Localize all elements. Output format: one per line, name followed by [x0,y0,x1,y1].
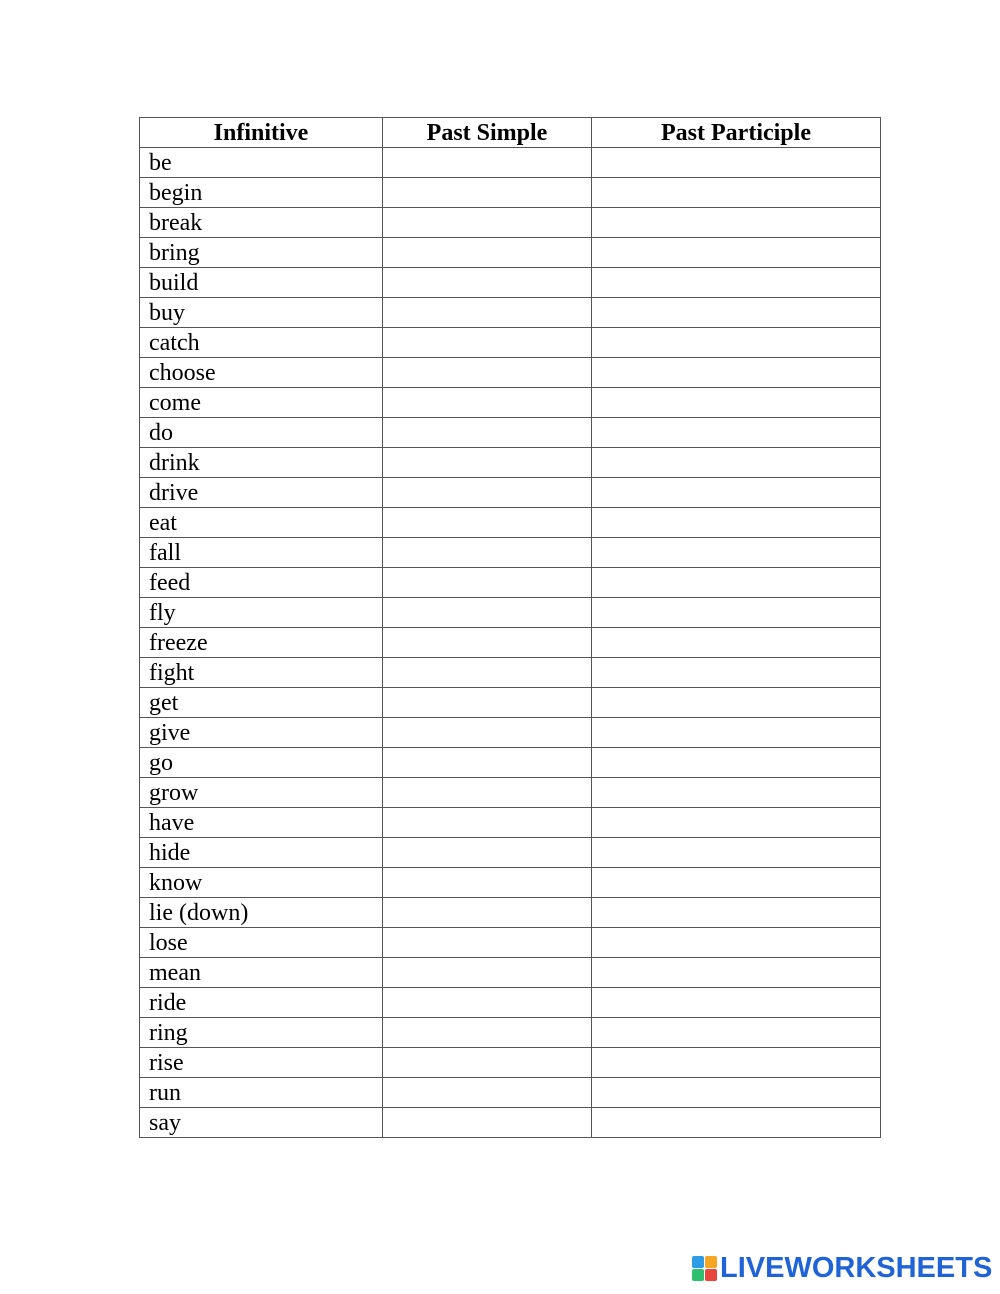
infinitive-cell: be [140,148,383,178]
past-simple-cell[interactable] [383,778,592,808]
past-simple-cell[interactable] [383,1108,592,1138]
past-participle-cell[interactable] [592,658,881,688]
infinitive-cell: run [140,1078,383,1108]
past-simple-cell[interactable] [383,208,592,238]
table-row [140,628,881,658]
past-participle-cell[interactable] [592,178,881,208]
table-row [140,748,881,778]
past-participle-cell[interactable] [592,628,881,658]
past-participle-cell[interactable] [592,568,881,598]
past-participle-cell[interactable] [592,418,881,448]
table-row [140,898,881,928]
infinitive-cell: bring [140,238,383,268]
table-row [140,1018,881,1048]
infinitive-cell: hide [140,838,383,868]
table-row [140,208,881,238]
table-row [140,838,881,868]
infinitive-cell: lose [140,928,383,958]
table-row [140,298,881,328]
past-participle-cell[interactable] [592,778,881,808]
past-simple-cell[interactable] [383,628,592,658]
past-participle-cell[interactable] [592,538,881,568]
infinitive-cell: do [140,418,383,448]
infinitive-cell: catch [140,328,383,358]
logo-square-icon [692,1256,704,1268]
infinitive-cell: break [140,208,383,238]
logo-square-icon [692,1269,704,1281]
past-simple-cell[interactable] [383,418,592,448]
infinitive-cell: ring [140,1018,383,1048]
table-row [140,658,881,688]
past-participle-cell[interactable] [592,868,881,898]
past-participle-cell[interactable] [592,388,881,418]
past-simple-cell[interactable] [383,268,592,298]
infinitive-cell: come [140,388,383,418]
past-simple-cell[interactable] [383,718,592,748]
past-simple-cell[interactable] [383,1078,592,1108]
past-simple-cell[interactable] [383,868,592,898]
past-participle-cell[interactable] [592,208,881,238]
table-row [140,358,881,388]
past-simple-cell[interactable] [383,658,592,688]
table-row [140,238,881,268]
liveworksheets-wordmark: LIVEWORKSHEETS [720,1252,993,1284]
past-simple-cell[interactable] [383,538,592,568]
past-participle-cell[interactable] [592,598,881,628]
past-simple-cell[interactable] [383,898,592,928]
header-infinitive: Infinitive [140,118,383,148]
infinitive-cell: buy [140,298,383,328]
past-participle-cell[interactable] [592,1108,881,1138]
past-simple-cell[interactable] [383,358,592,388]
infinitive-cell: feed [140,568,383,598]
past-simple-cell[interactable] [383,748,592,778]
table-row [140,988,881,1018]
table-row [140,688,881,718]
table-row [140,328,881,358]
infinitive-cell: know [140,868,383,898]
past-simple-cell[interactable] [383,1048,592,1078]
past-simple-cell[interactable] [383,598,592,628]
liveworksheets-logo-icon [692,1256,717,1281]
past-simple-cell[interactable] [383,688,592,718]
past-simple-cell[interactable] [383,328,592,358]
past-simple-cell[interactable] [383,988,592,1018]
table-row [140,268,881,298]
past-participle-cell[interactable] [592,238,881,268]
table-row [140,448,881,478]
past-simple-cell[interactable] [383,148,592,178]
past-simple-cell[interactable] [383,478,592,508]
infinitive-cell: eat [140,508,383,538]
past-participle-cell[interactable] [592,898,881,928]
past-simple-cell[interactable] [383,448,592,478]
infinitive-cell: build [140,268,383,298]
past-simple-cell[interactable] [383,178,592,208]
past-participle-cell[interactable] [592,958,881,988]
infinitive-cell: go [140,748,383,778]
table-row [140,478,881,508]
table-row [140,958,881,988]
past-participle-cell[interactable] [592,358,881,388]
infinitive-cell: ride [140,988,383,1018]
table-row [140,868,881,898]
past-participle-cell[interactable] [592,688,881,718]
past-participle-cell[interactable] [592,508,881,538]
infinitive-cell: freeze [140,628,383,658]
past-participle-cell[interactable] [592,748,881,778]
past-simple-cell[interactable] [383,568,592,598]
past-participle-cell[interactable] [592,478,881,508]
infinitive-cell: drink [140,448,383,478]
infinitive-cell: fight [140,658,383,688]
table-row [140,1078,881,1108]
past-simple-cell[interactable] [383,808,592,838]
past-simple-cell[interactable] [383,238,592,268]
table-row [140,1048,881,1078]
infinitive-cell: have [140,808,383,838]
infinitive-cell: lie (down) [140,898,383,928]
infinitive-cell: give [140,718,383,748]
past-participle-cell[interactable] [592,838,881,868]
infinitive-cell: begin [140,178,383,208]
table-row [140,808,881,838]
past-simple-cell[interactable] [383,298,592,328]
infinitive-cell: say [140,1108,383,1138]
past-participle-cell[interactable] [592,448,881,478]
past-participle-cell[interactable] [592,1018,881,1048]
past-participle-cell[interactable] [592,1078,881,1108]
infinitive-cell: mean [140,958,383,988]
past-participle-cell[interactable] [592,1048,881,1078]
liveworksheets-logo [692,1253,992,1283]
infinitive-cell: fall [140,538,383,568]
past-simple-cell[interactable] [383,928,592,958]
table-row [140,148,881,178]
infinitive-cell: rise [140,1048,383,1078]
table-row [140,388,881,418]
table-row [140,568,881,598]
table-row [140,178,881,208]
table-row [140,508,881,538]
table-row [140,778,881,808]
past-participle-cell[interactable] [592,988,881,1018]
table-row [140,718,881,748]
infinitive-cell: fly [140,598,383,628]
header-row [140,118,881,148]
past-simple-cell[interactable] [383,1018,592,1048]
infinitive-cell: grow [140,778,383,808]
past-participle-cell[interactable] [592,718,881,748]
past-participle-cell[interactable] [592,808,881,838]
logo-square-icon [705,1269,717,1281]
past-simple-cell[interactable] [383,838,592,868]
table-row [140,538,881,568]
header-past-simple: Past Simple [383,118,592,148]
past-participle-cell[interactable] [592,268,881,298]
table-row [140,598,881,628]
infinitive-cell: get [140,688,383,718]
table-row [140,1108,881,1138]
past-participle-cell[interactable] [592,928,881,958]
header-past-participle: Past Participle [592,118,881,148]
logo-square-icon [705,1256,717,1268]
table-row [140,418,881,448]
infinitive-cell: drive [140,478,383,508]
past-participle-cell[interactable] [592,298,881,328]
past-simple-cell[interactable] [383,508,592,538]
past-participle-cell[interactable] [592,328,881,358]
verb-forms-table [139,117,881,1138]
past-simple-cell[interactable] [383,388,592,418]
infinitive-cell: choose [140,358,383,388]
past-simple-cell[interactable] [383,958,592,988]
table-row [140,928,881,958]
past-participle-cell[interactable] [592,148,881,178]
